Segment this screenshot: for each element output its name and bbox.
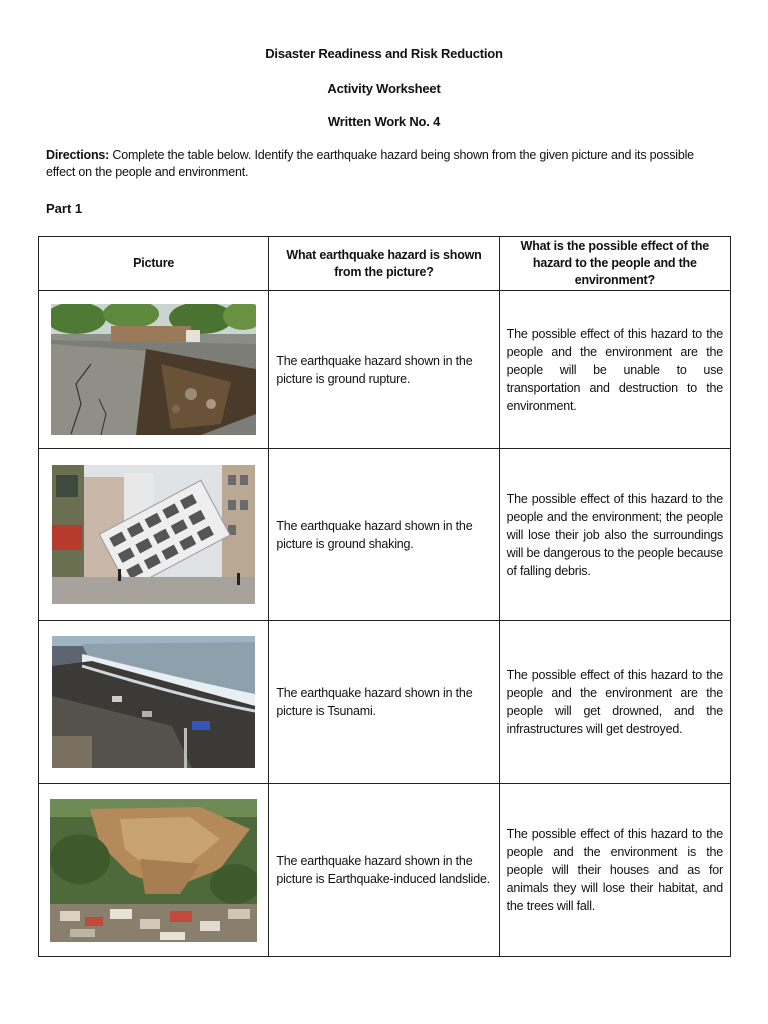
table-row: [39, 449, 731, 621]
picture-cell: [39, 291, 269, 449]
effect-cell: The possible effect of this hazard to the people and the environment are the people will get drowned, and the infrastructures will get destroyed.: [499, 621, 730, 784]
table-row: [39, 621, 731, 784]
directions-label: Directions:: [46, 148, 110, 162]
hazard-cell: The earthquake hazard shown in the picture is Earthquake-induced landslide.: [269, 784, 499, 957]
ground-rupture-photo: [51, 304, 256, 435]
tsunami-photo: [52, 636, 255, 768]
hazard-cell: The earthquake hazard shown in the picture is Tsunami.: [269, 621, 499, 784]
worksheet-title: Disaster Readiness and Risk Reduction: [265, 46, 503, 61]
directions-paragraph: [46, 147, 726, 181]
picture-cell: [39, 621, 269, 784]
hazard-table: [38, 236, 731, 957]
picture-cell: [39, 784, 269, 957]
effect-cell: The possible effect of this hazard to the people and the environment; the people will lose their job also the surroundings will be dangerous to the people because of falling debris.: [499, 449, 730, 621]
landslide-photo: [50, 799, 257, 942]
table-row: [39, 784, 731, 957]
header-hazard: What earthquake hazard is shown from the picture?: [269, 237, 499, 291]
picture-cell: [39, 449, 269, 621]
worksheet-subtitle: Activity Worksheet: [327, 81, 441, 96]
hazard-cell: The earthquake hazard shown in the picture is ground rupture.: [269, 291, 499, 449]
directions-text: Complete the table below. Identify the earthquake hazard being shown from the given picture and its possible effect on the people and environment.: [46, 148, 694, 179]
table-row: [39, 291, 731, 449]
effect-cell: The possible effect of this hazard to the people and the environment are the people will be unable to use transportation and destruction to the environment.: [499, 291, 730, 449]
part-heading: Part 1: [46, 201, 83, 216]
table-header-row: [39, 237, 731, 291]
ground-shaking-photo: [52, 465, 255, 604]
header-picture: Picture: [39, 237, 269, 291]
hazard-cell: The earthquake hazard shown in the picture is ground shaking.: [269, 449, 499, 621]
effect-cell: The possible effect of this hazard to the people and the environment is the people will their houses and as for animals they will lose their habitat, and the trees will fall.: [499, 784, 730, 957]
header-effect: What is the possible effect of the hazard to the people and the environment?: [499, 237, 730, 291]
written-work-number: Written Work No. 4: [327, 114, 441, 129]
